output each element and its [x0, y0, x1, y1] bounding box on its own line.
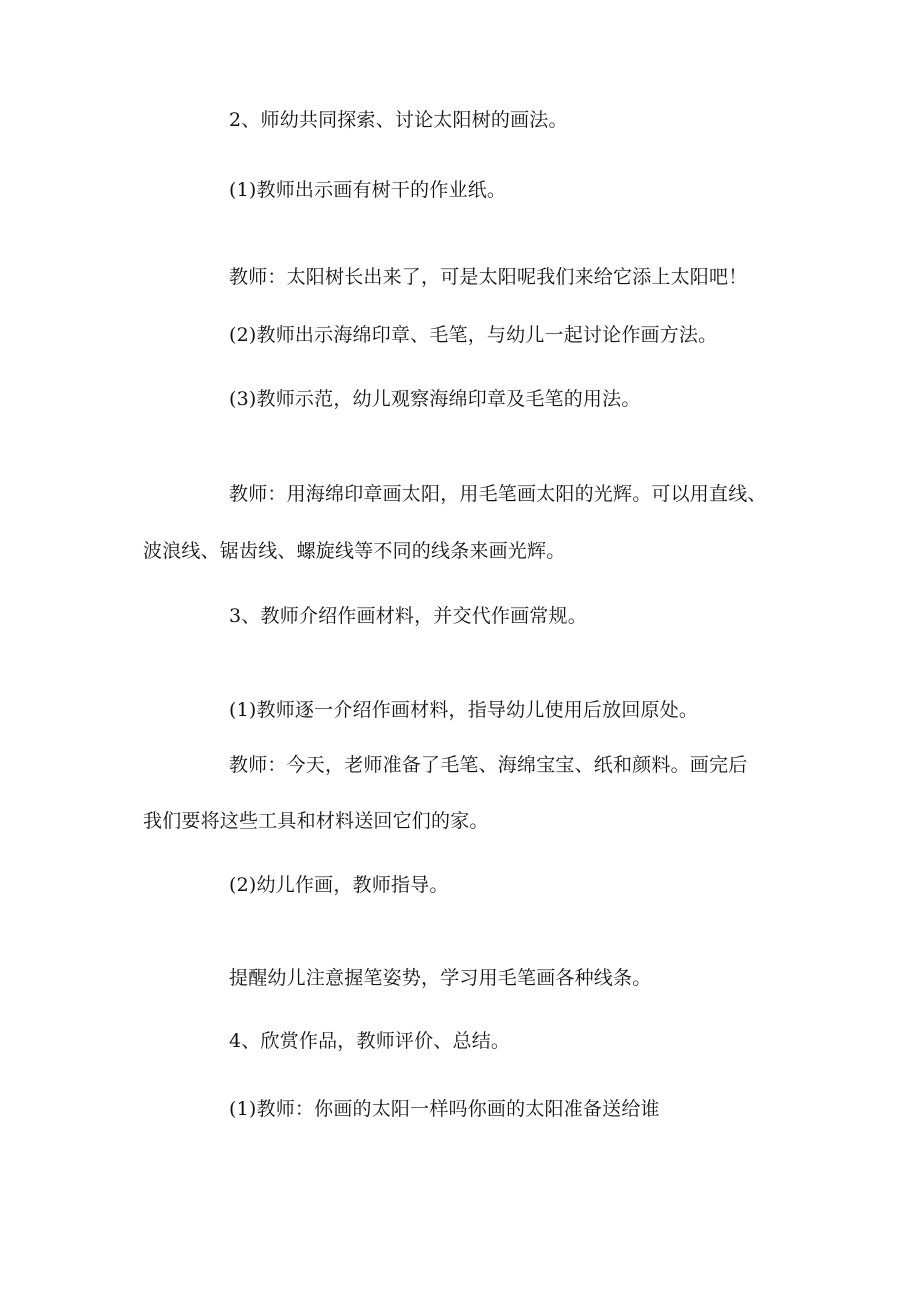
- teacher-speech-3-line-1: 教师：今天，老师准备了毛笔、海绵宝宝、纸和颜料。画完后: [229, 754, 748, 776]
- step-4-item-1: (1)教师：你画的太阳一样吗你画的太阳准备送给谁: [229, 1098, 660, 1120]
- step-2-heading: 2、师幼共同探索、讨论太阳树的画法。: [229, 109, 568, 131]
- teacher-speech-1: 教师：太阳树长出来了，可是太阳呢我们来给它添上太阳吧！: [229, 266, 748, 288]
- step-2-item-1: (1)教师出示画有树干的作业纸。: [229, 179, 507, 201]
- step-2-item-2: (2)教师出示海绵印章、毛笔，与幼儿一起讨论作画方法。: [229, 324, 718, 346]
- teacher-speech-3-line-2: 我们要将这些工具和材料送回它们的家。: [143, 810, 489, 832]
- teacher-speech-2-line-2: 波浪线、锯齿线、螺旋线等不同的线条来画光辉。: [143, 540, 566, 562]
- step-2-item-3: (3)教师示范，幼儿观察海绵印章及毛笔的用法。: [229, 388, 641, 410]
- step-3-heading: 3、教师介绍作画材料，并交代作画常规。: [229, 605, 587, 627]
- reminder-text: 提醒幼儿注意握笔姿势，学习用毛笔画各种线条。: [229, 967, 652, 989]
- step-3-item-2: (2)幼儿作画，教师指导。: [229, 874, 449, 896]
- step-4-heading: 4、欣赏作品，教师评价、总结。: [229, 1030, 511, 1052]
- teacher-speech-2-line-1: 教师：用海绵印章画太阳，用毛笔画太阳的光辉。可以用直线、: [229, 483, 767, 505]
- step-3-item-1: (1)教师逐一介绍作画材料，指导幼儿使用后放回原处。: [229, 699, 699, 721]
